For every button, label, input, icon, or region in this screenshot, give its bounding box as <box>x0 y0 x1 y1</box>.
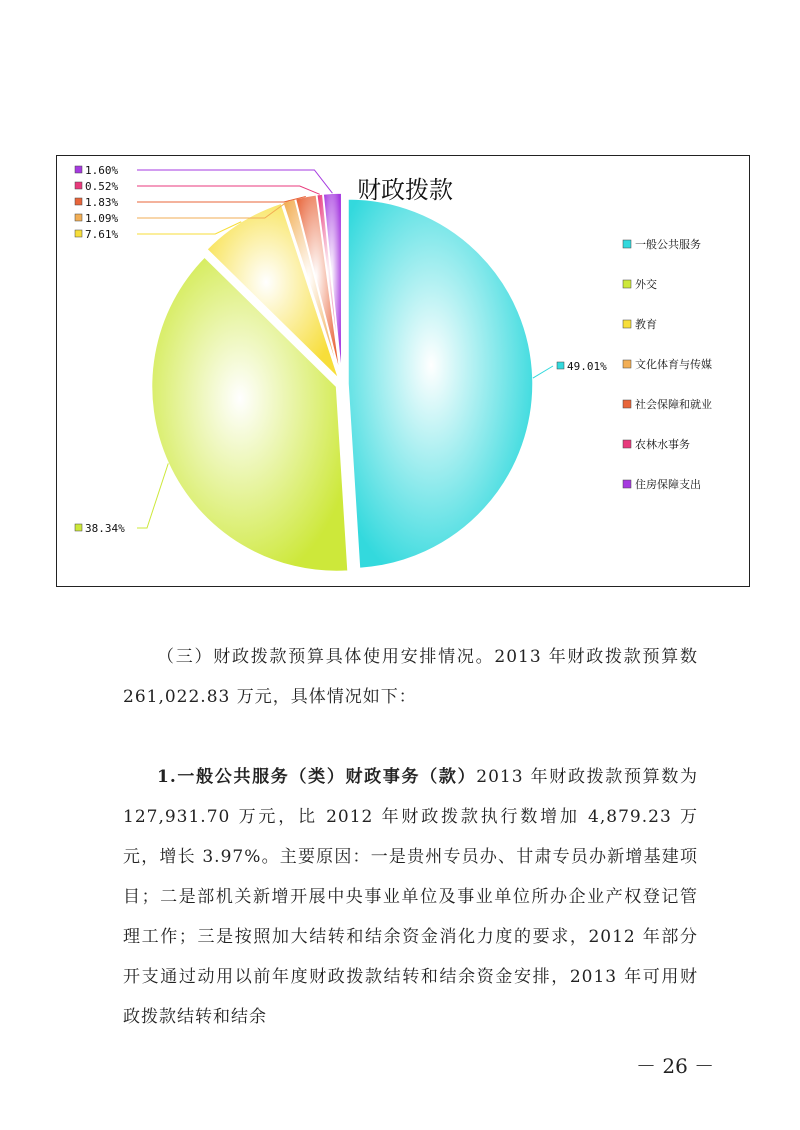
data-label: 0.52% <box>85 180 119 193</box>
legend-swatch <box>623 400 631 408</box>
data-label: 38.34% <box>85 522 125 535</box>
data-label: 1.83% <box>85 196 119 209</box>
legend-label: 文化体育与传媒 <box>635 358 712 371</box>
legend-label: 一般公共服务 <box>635 238 701 251</box>
section-body: 2013 年财政拨款预算数为 127,931.70 万元，比 2012 年财政拨款执行数增加 4,879.23 万元，增长 3.97%。主要原因：一是贵州专员办、甘肃专员办新增基建项目；二是部机关新增开展中央事业单位及事业单位所办企业产权登记管理工作；三是按照加大结转和结余资金消化力度的要求，2012 年部分开支通过动用以前年度财政拨款结转和结余资金安排，2013 年可用财政拨款结转和结余 <box>123 767 699 1027</box>
label-marker <box>75 198 82 205</box>
paragraph-overview: （三）财政拨款预算具体使用安排情况。2013 年财政拨款预算数 261,022.83 万元，具体情况如下： <box>123 647 698 707</box>
data-label: 1.09% <box>85 212 119 225</box>
legend-label: 外交 <box>635 278 657 291</box>
page-number: － 26 － <box>636 1054 715 1078</box>
label-marker <box>75 182 82 189</box>
pie-chart <box>57 156 751 588</box>
label-marker <box>75 214 82 221</box>
chart-title: 财政拨款 <box>357 176 453 204</box>
leader-line <box>533 366 553 378</box>
slice-一般公共服务 <box>348 199 533 569</box>
data-label: 49.01% <box>567 360 607 373</box>
legend-label: 社会保障和就业 <box>635 398 712 411</box>
legend-label: 教育 <box>635 318 657 331</box>
data-label: 1.60% <box>85 164 119 177</box>
legend-swatch <box>623 440 631 448</box>
legend-label: 农林水事务 <box>635 438 690 451</box>
pie-chart-panel <box>56 155 750 587</box>
data-label: 7.61% <box>85 228 119 241</box>
legend-swatch <box>623 360 631 368</box>
leader-line <box>137 170 332 193</box>
label-marker <box>75 524 82 531</box>
label-marker <box>75 230 82 237</box>
legend-swatch <box>623 240 631 248</box>
leader-line <box>137 196 306 202</box>
legend-swatch <box>623 280 631 288</box>
label-marker <box>75 166 82 173</box>
legend-swatch <box>623 320 631 328</box>
leader-line <box>137 186 320 194</box>
section-heading: 1.一般公共服务（类）财政事务（款） <box>157 767 477 787</box>
leader-line <box>137 463 168 528</box>
legend-swatch <box>623 480 631 488</box>
label-marker <box>557 362 564 369</box>
legend-label: 住房保障支出 <box>635 478 701 491</box>
paragraph-general-public-services <box>123 757 698 1037</box>
